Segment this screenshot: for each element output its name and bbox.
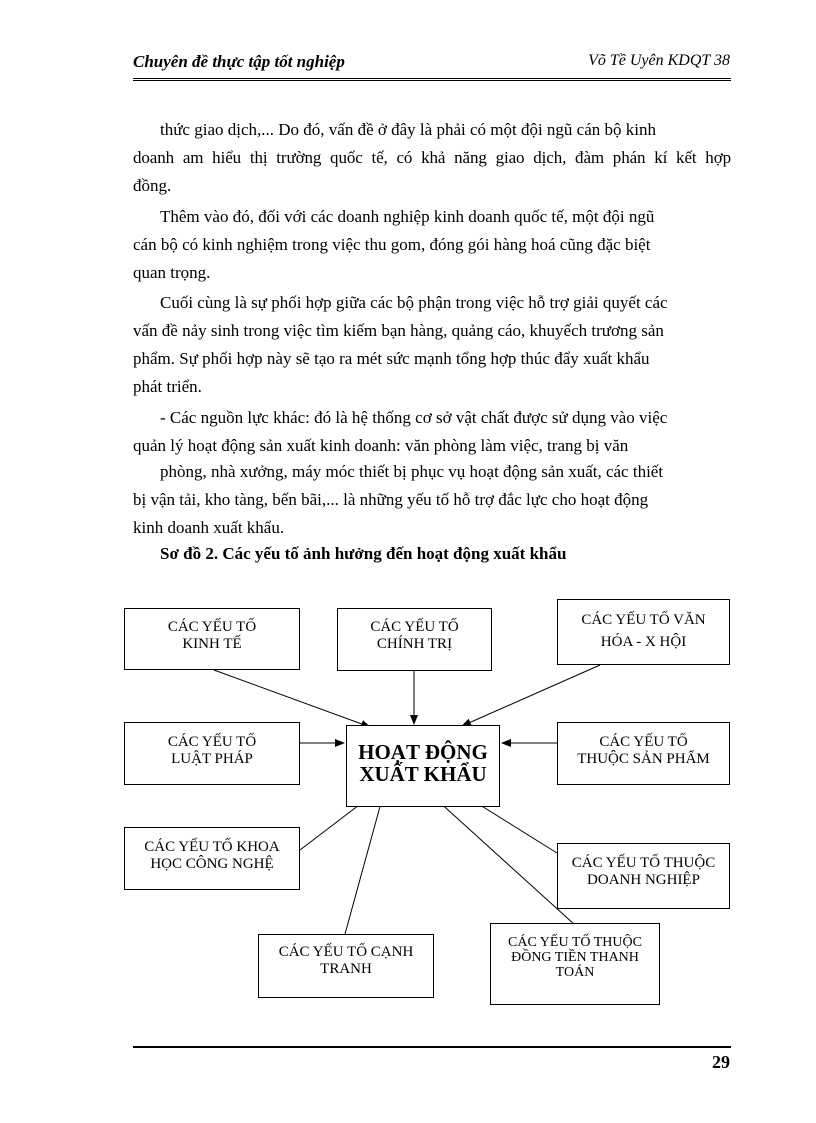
box-luat-phap [124,722,300,785]
text-line: thức giao dịch,... Do đó, vấn đề ở đây là phải có một đội ngũ cán bộ kinh [160,120,656,139]
page-number: 29 [712,1052,730,1072]
box-thanh-toan [490,923,660,1005]
text-line: đồng. [133,176,172,195]
arrow-thanh-toan [426,790,575,925]
box-canh-tranh [258,934,434,998]
text-line: - Các nguồn lực khác: đó là hệ thống cơ sở vật chất được sử dụng vào việc [160,408,668,427]
box-line: CÁC YẾU TỐ [370,619,459,635]
box-line: XUẤT KHẨU [359,762,487,786]
box-line: LUẬT PHÁP [171,751,253,767]
box-chinh-tri [337,608,492,671]
box-kinh-te [124,608,300,670]
text-line: bị vận tải, kho tàng, bến bãi,... là những yếu tố hỗ trợ đắc lực cho hoạt động [133,490,649,509]
box-line: CÁC YẾU TỐ VĂN [581,612,706,628]
text-line: vấn đề nảy sinh trong việc tìm kiếm bạn hàng, quảng cáo, khuyếch trương sản [133,321,664,340]
footer-divider [133,1046,731,1048]
arrow-kinh-te [214,670,370,727]
box-van-hoa [557,599,730,665]
text-line: kinh doanh xuất khẩu. [133,518,285,537]
text-word: trọng. [170,263,211,282]
diagram-caption: Sơ đồ 2. Các yếu tố ảnh hưởng đến hoạt động xuất khẩu [160,544,567,563]
text-line: cán bộ có kinh nghiệm trong việc thu gom, đóng gói hàng hoá cũng đặc biệt [133,235,651,254]
text-word: quan [133,263,167,282]
box-line: HOẠT ĐỘNG [358,740,488,764]
box-line: TOÁN [555,965,595,980]
box-line: TRANH [320,961,372,977]
text-line: Thêm vào đó, đối với các doanh nghiệp kinh doanh quốc tế, một đội ngũ [160,207,655,226]
box-khoa-hoc [124,827,300,890]
box-line: KINH TẾ [182,636,242,652]
box-line: CÁC YẾU TỐ THUỘC [571,855,716,871]
header-title: Chuyên đề thực tập tốt nghiệp [133,52,345,71]
box-line: CÁC YẾU TỐ [167,619,257,635]
arrow-canh-tranh [345,792,384,934]
box-line: CHÍNH TRỊ [376,636,453,652]
text-line: phòng, nhà xưởng, máy móc thiết bị phục vụ hoạt động sản xuất, các thiết [160,462,664,481]
box-line: CÁC YẾU TỐ KHOA [144,839,280,855]
box-line: ĐỒNG TIỀN THANH [511,950,639,965]
box-line: CÁC YẾU TỐ [167,734,257,750]
box-hoat-dong-xuat-khau [346,725,500,807]
text-line: doanh am hiểu thị trường quốc tế, có khả năng giao dịch, đàm phán kí kết hợp [133,148,731,167]
text-line: phẩm. Sự phối hợp này sẽ tạo ra mét sức mạnh tổng hợp thúc đẩy xuất khẩu [133,349,650,368]
box-line: THUỘC SẢN PHẨM [577,751,710,767]
text-line: Cuối cùng là sự phối hợp giữa các bộ phận trong việc hỗ trợ giải quyết các [160,293,668,312]
box-line: CÁC YẾU TỐ THUỘC [508,935,642,950]
text-word: phát [133,377,163,396]
box-doanh-nghiep [557,843,730,909]
text-line: quản lý hoạt động sản xuất kinh doanh: văn phòng làm việc, trang bị văn [133,436,629,455]
text-word: triển. [166,377,202,396]
arrow-van-hoa [462,665,600,726]
box-line: DOANH NGHIỆP [587,872,700,888]
box-line: HÓA - X HỘI [600,634,687,650]
box-line: CÁC YẾU TỐ CẠNH [278,944,414,960]
box-san-pham [557,722,730,785]
box-line: HỌC CÔNG NGHỆ [150,856,274,872]
header-author: Võ Tề Uyên KDQT 38 [588,52,730,69]
box-line: CÁC YẾU TỐ [599,734,688,750]
